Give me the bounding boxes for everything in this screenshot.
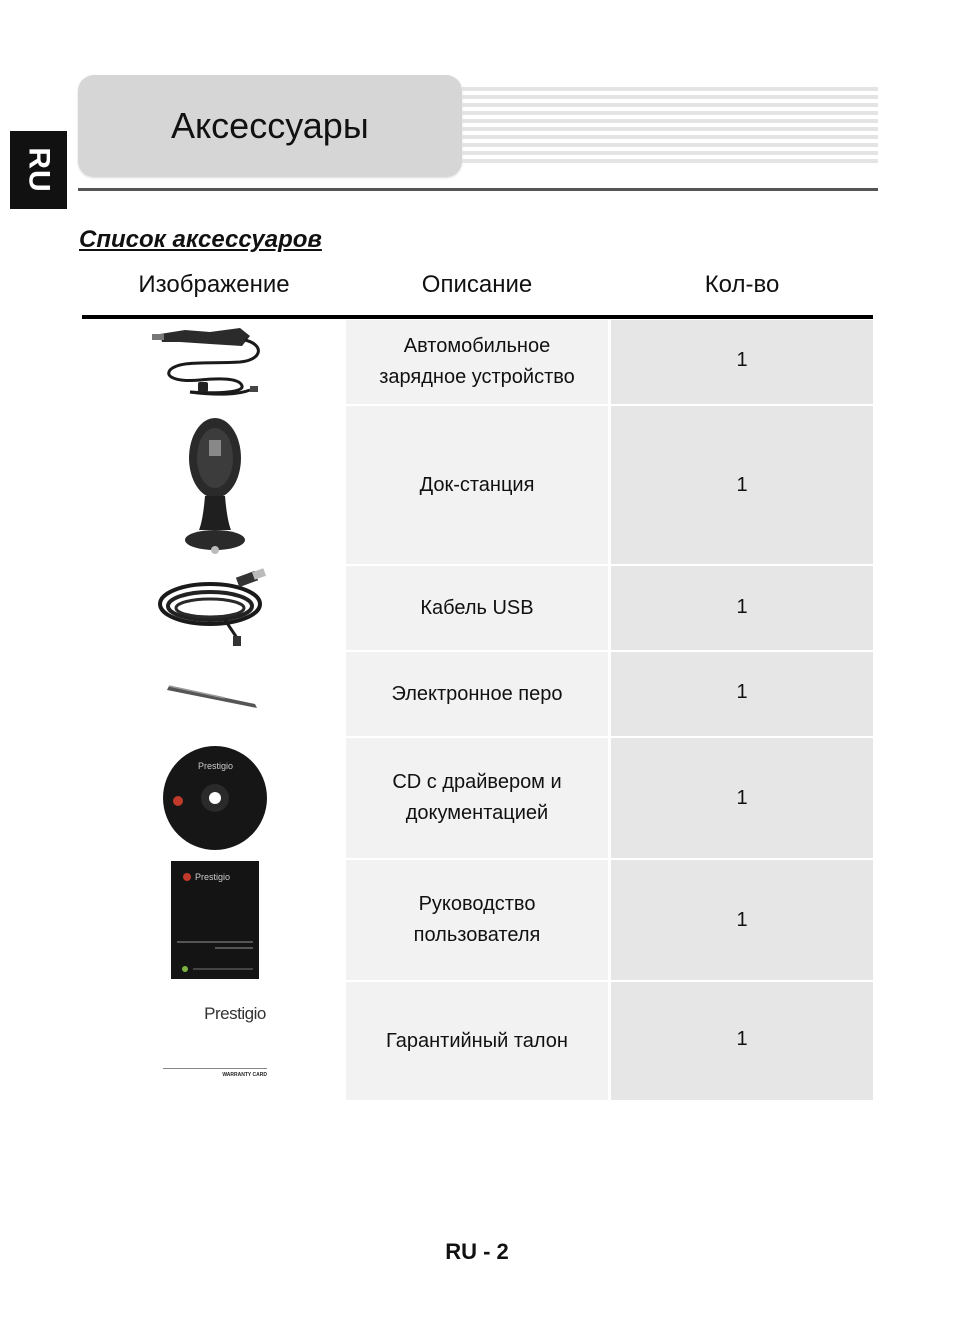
warranty-brand-text: Prestigio (204, 1004, 266, 1023)
description-text: Автомобильное зарядное устройство (379, 335, 575, 388)
page-title: Аксессуары (171, 105, 369, 146)
language-tab (10, 131, 67, 209)
qty-text: 1 (736, 595, 748, 618)
cd-icon (120, 738, 310, 858)
language-tab-label: RU (22, 147, 56, 193)
qty-cell (611, 738, 873, 858)
qty-cell (611, 566, 873, 650)
description-cell (346, 738, 608, 858)
qty-cell (611, 860, 873, 980)
qty-cell (611, 406, 873, 564)
description-cell (346, 406, 608, 564)
description-cell (346, 860, 608, 980)
warranty-card-label: WARRANTY CARD (222, 1072, 267, 1078)
header-divider (78, 188, 878, 191)
description-cell (346, 566, 608, 650)
table-header-rule (82, 315, 873, 319)
description-text: Гарантийный талон (386, 1029, 568, 1052)
qty-text: 1 (736, 680, 748, 703)
car-charger-icon (120, 320, 310, 404)
warranty-card-icon (120, 982, 310, 1100)
manual-icon (120, 860, 310, 980)
description-cell (346, 320, 608, 404)
qty-cell (611, 652, 873, 736)
qty-cell (611, 320, 873, 404)
description-text: Док-станция (419, 473, 535, 496)
qty-text: 1 (736, 908, 748, 931)
stylus-icon (120, 652, 310, 736)
description-text: Электронное перо (391, 682, 563, 705)
qty-text: 1 (736, 473, 748, 496)
description-text: Руководство пользователя (413, 893, 541, 946)
description-text: CD с драйвером и документацией (392, 771, 562, 824)
dock-station-icon (120, 406, 310, 564)
description-cell (346, 982, 608, 1100)
description-text: Кабель USB (420, 596, 534, 619)
usb-cable-icon (120, 566, 310, 650)
column-header-image: Изображение (138, 271, 290, 298)
page-number: RU - 2 (445, 1239, 509, 1264)
qty-text: 1 (736, 786, 748, 809)
qty-cell (611, 982, 873, 1100)
warranty-card-strip (163, 1068, 267, 1078)
section-title: Список аксессуаров (79, 226, 322, 253)
description-cell (346, 652, 608, 736)
column-header-description: Описание (421, 271, 533, 298)
cd-brand-text: Prestigio (198, 761, 234, 771)
qty-text: 1 (736, 1027, 748, 1050)
title-box (78, 75, 462, 177)
qty-text: 1 (736, 348, 748, 371)
column-header-qty: Кол-во (704, 271, 780, 298)
manual-brand-text: Prestigio (195, 872, 231, 882)
header-stripes (462, 87, 878, 165)
